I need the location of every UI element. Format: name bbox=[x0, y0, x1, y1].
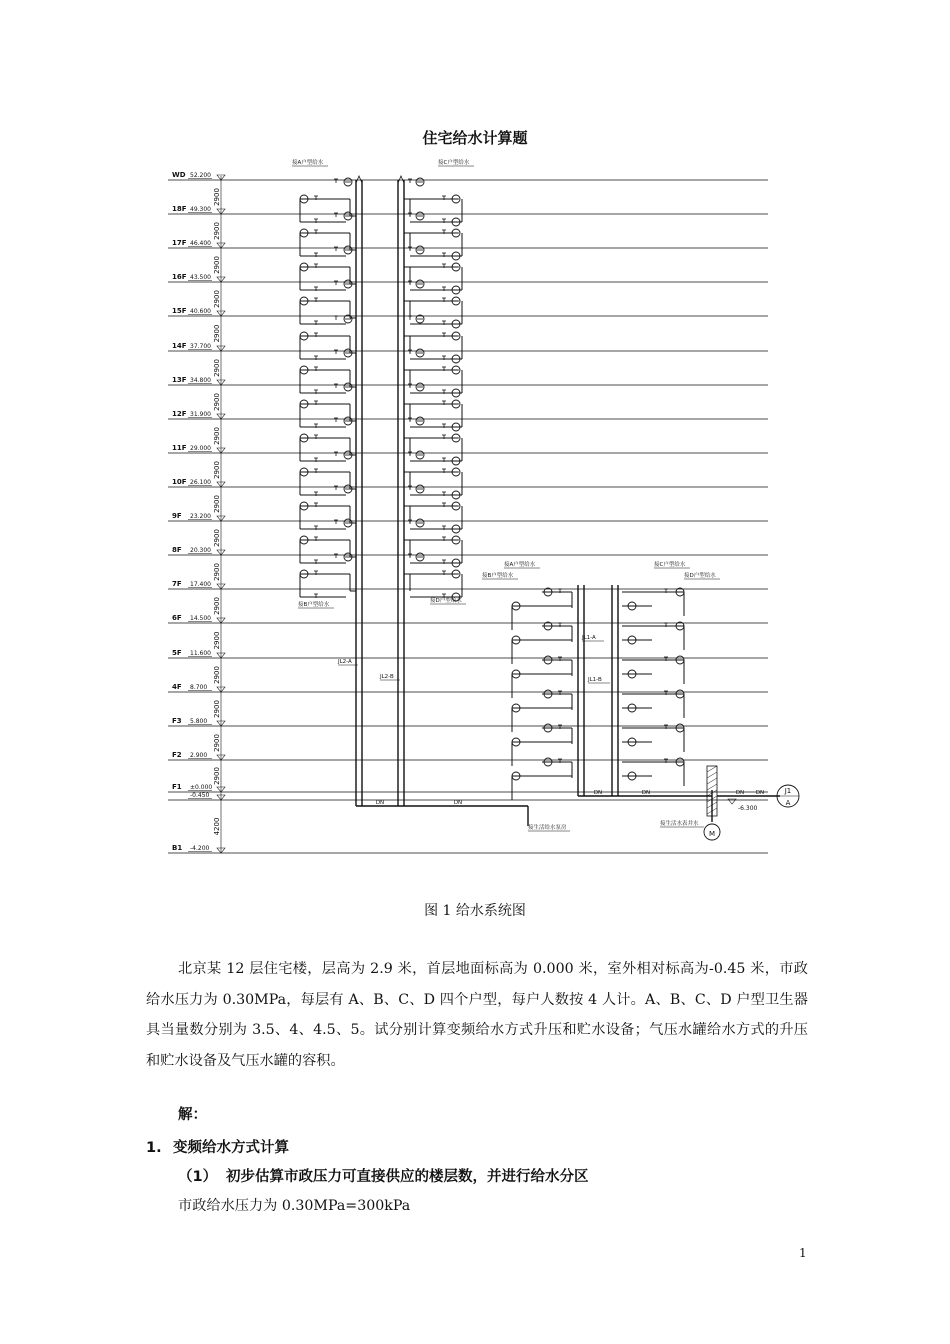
storey-height-dim: 2900 bbox=[213, 495, 221, 513]
floor-name: 5F bbox=[172, 649, 182, 657]
floor-name: 11F bbox=[172, 444, 187, 452]
floor-elevation: 49.300 bbox=[190, 206, 211, 213]
water-supply-system-diagram bbox=[0, 150, 950, 860]
storey-height-dim: 2900 bbox=[213, 359, 221, 377]
subsection-heading-1 bbox=[178, 1165, 589, 1186]
pipe-size-tag: DN bbox=[453, 800, 463, 806]
fixtures bbox=[300, 178, 684, 780]
storey-height-dim: 2900 bbox=[213, 393, 221, 411]
floor-name: 16F bbox=[172, 273, 187, 281]
storey-height-dim: 2900 bbox=[213, 666, 221, 684]
floor-name: 9F bbox=[172, 512, 182, 520]
body-line: 市政给水压力为 0.30MPa=300kPa bbox=[178, 1198, 411, 1214]
floor-name: 4F bbox=[172, 683, 182, 691]
subsection-number: （1） bbox=[178, 1169, 218, 1185]
wall-hatch-line bbox=[707, 778, 717, 784]
floor-elevation: 2.900 bbox=[190, 752, 208, 759]
floor-name: F3 bbox=[172, 717, 182, 725]
storey-height-dim: 2900 bbox=[213, 427, 221, 445]
storey-height-dim: 2900 bbox=[213, 734, 221, 752]
floor-elevation: 11.600 bbox=[190, 650, 211, 657]
floor-name: 13F bbox=[172, 376, 187, 384]
storey-height-dim: 2900 bbox=[213, 529, 221, 547]
floor-elevation: 46.400 bbox=[190, 240, 211, 247]
floor-name: 14F bbox=[172, 342, 187, 350]
floor-elevation: -0.450 bbox=[190, 792, 210, 799]
floor-name: WD bbox=[172, 171, 186, 179]
inlet-tag-top: J1 bbox=[784, 787, 792, 795]
floor-name: 17F bbox=[172, 239, 187, 247]
floor-name: 15F bbox=[172, 307, 187, 315]
riser-top-arrow bbox=[356, 176, 362, 183]
basement-height-dim: 4200 bbox=[213, 817, 221, 836]
floor-elevation: 31.900 bbox=[190, 411, 211, 418]
floor-name: 8F bbox=[172, 546, 182, 554]
pipe-size-tag: DN bbox=[375, 800, 385, 806]
storey-height-dim: 2900 bbox=[213, 256, 221, 274]
wall-hatch-line bbox=[707, 766, 717, 772]
floor-elevation: 20.300 bbox=[190, 547, 211, 554]
storey-height-dim: 2900 bbox=[213, 290, 221, 308]
pipe-size-tag: DN bbox=[593, 790, 603, 796]
floor-elevation: 43.500 bbox=[190, 274, 211, 281]
storey-height-dim: 2900 bbox=[213, 222, 221, 240]
document-title: 住宅给水计算题 bbox=[422, 129, 528, 147]
riser-label-jl2b: JL2-B bbox=[380, 674, 394, 680]
floor-name: 6F bbox=[172, 614, 182, 622]
floor-elevation: 14.500 bbox=[190, 615, 211, 622]
branch-label: 接生活给水泵房 bbox=[528, 825, 567, 831]
floor-name: 7F bbox=[172, 580, 182, 588]
storey-height-dim: 2900 bbox=[213, 700, 221, 718]
storey-height-dim: 2900 bbox=[213, 767, 221, 785]
floor-elevation: 5.800 bbox=[190, 718, 208, 725]
storey-height-dim: 2900 bbox=[213, 324, 221, 343]
floor-elevation: -4.200 bbox=[190, 845, 210, 852]
storey-height-dim: 2900 bbox=[213, 597, 221, 615]
subsection-title: 初步估算市政压力可直接供应的楼层数，并进行给水分区 bbox=[226, 1169, 589, 1185]
problem-statement bbox=[146, 954, 808, 1076]
meter-symbol: M bbox=[708, 830, 716, 838]
floor-name: 18F bbox=[172, 205, 187, 213]
outdoor-elevation: -6.300 bbox=[738, 805, 758, 812]
problem-text: 北京某 12 层住宅楼，层高为 2.9 米，首层地面标高为 0.000 米，室外相对标高为-0.45 米，市政给水压力为 0.30MPa，每层有 A、B、C、D 四个户型，每户人数按 4 人计。A、B、C、D 户型卫生器具当量数分别为 3.5、4、4.5、5。试分别计算变频给水方式升压和贮水设备；气压水罐给水方式的升压和贮水设备及气压水罐的容积。 bbox=[146, 961, 808, 1069]
branch-label: 接C户型给水 bbox=[654, 562, 686, 568]
floor-elevation: 29.000 bbox=[190, 445, 211, 452]
storey-height-dim: 2900 bbox=[213, 631, 221, 650]
riser-label-jl1b: JL1-B bbox=[588, 677, 602, 683]
page-number: 1 bbox=[799, 1246, 807, 1260]
pipe-size-tag: DN bbox=[755, 790, 765, 796]
branch-label: 接C户型给水 bbox=[438, 160, 470, 166]
figure-caption: 图 1 给水系统图 bbox=[424, 903, 526, 919]
floor-elevation: 34.800 bbox=[190, 377, 211, 384]
floor-elevation: 52.200 bbox=[190, 172, 211, 179]
diagram-labels bbox=[172, 158, 799, 853]
branch-label: 接A户型给水 bbox=[504, 562, 536, 568]
section-title: 变频给水方式计算 bbox=[173, 1140, 289, 1156]
wall-hatch-line bbox=[707, 784, 717, 790]
floor-lines bbox=[168, 180, 768, 853]
inlet-tag-bottom: A bbox=[785, 799, 791, 807]
storey-height-dim: 2900 bbox=[213, 461, 221, 479]
floor-elevation: 40.600 bbox=[190, 308, 211, 315]
floor-elevation: 37.700 bbox=[190, 343, 211, 350]
floor-elevation: 8.700 bbox=[190, 684, 208, 691]
floor-elevation: 17.400 bbox=[190, 581, 211, 588]
storey-height-dim: 2900 bbox=[213, 188, 221, 206]
floor-name: B1 bbox=[172, 844, 183, 852]
section-heading-1 bbox=[146, 1136, 289, 1157]
floor-name: 12F bbox=[172, 410, 187, 418]
storey-height-dim: 2900 bbox=[213, 563, 221, 581]
wall-hatch-line bbox=[707, 772, 717, 778]
riser-label-jl2a: JL2-A bbox=[338, 659, 352, 665]
pipe-network bbox=[300, 176, 780, 826]
riser-top-arrow bbox=[398, 176, 404, 183]
riser-label-jl1a: JL1-A bbox=[582, 635, 596, 641]
section-number: 1. bbox=[146, 1140, 162, 1156]
floor-elevation: 23.200 bbox=[190, 513, 211, 520]
branch-label: 接D户型给水 bbox=[684, 573, 716, 579]
floor-elevation: ±0.000 bbox=[190, 784, 213, 791]
floor-name: 10F bbox=[172, 478, 187, 486]
floor-elevation: 26.100 bbox=[190, 479, 211, 486]
floor-name: F1 bbox=[172, 783, 182, 791]
solution-label: 解： bbox=[178, 1107, 207, 1123]
floor-name: F2 bbox=[172, 751, 182, 759]
pipe-size-tag: DN bbox=[641, 790, 651, 796]
branch-label: 接D户型给水 bbox=[430, 598, 462, 604]
branch-label: 接A户型给水 bbox=[292, 160, 324, 166]
pipe-size-tag: DN bbox=[735, 790, 745, 796]
branch-label: 接生活水表井水 bbox=[660, 821, 699, 827]
branch-label: 接B户型给水 bbox=[298, 602, 330, 608]
branch-label: 接B户型给水 bbox=[482, 573, 514, 579]
